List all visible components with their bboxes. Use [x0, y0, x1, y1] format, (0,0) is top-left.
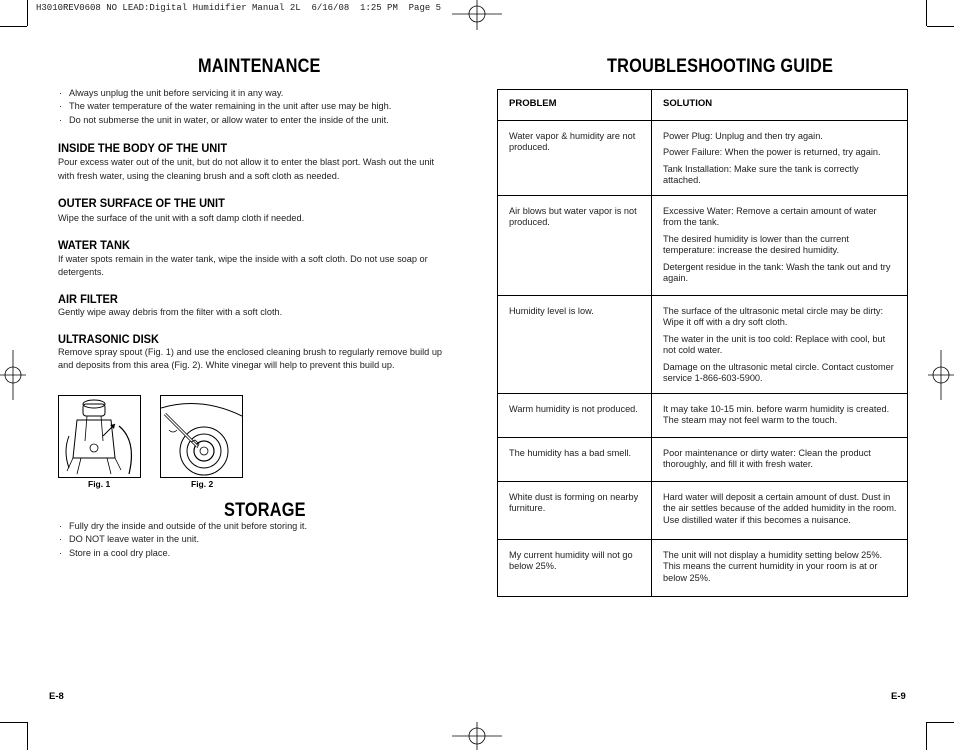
problem-text: Water vapor & humidity are not produced. — [509, 131, 636, 153]
crop-mark — [27, 0, 28, 26]
figure-1-caption: Fig. 1 — [88, 479, 111, 489]
solution-text: The surface of the ultrasonic metal circle may be dirty: Wipe it off with a dry soft cloth. — [663, 306, 884, 328]
section-heading: INSIDE THE BODY OF THE UNIT — [58, 141, 228, 155]
problem-text: Warm humidity is not produced. — [509, 404, 638, 414]
list-item: · Do not submerse the unit in water, or allow water to enter the inside of the unit. — [58, 114, 391, 127]
crop-mark — [27, 722, 28, 750]
solution-text: Power Failure: When the power is returned, try again. — [663, 147, 881, 158]
solution-cell — [652, 394, 908, 438]
section-heading: ULTRASONIC DISK — [58, 332, 159, 346]
problem-text: My current humidity will not go below 25%. — [509, 550, 633, 572]
solution-text: It may take 10-15 min. before warm humidity is created. The steam may not feel warm to the touch. — [663, 404, 890, 426]
solution-cell — [652, 482, 908, 540]
page-number-right: E-9 — [891, 691, 906, 702]
solution-text: Poor maintenance or dirty water: Clean the product thoroughly, and fill it with fresh water. — [663, 448, 871, 470]
figure-1-image — [58, 395, 141, 478]
storage-title: STORAGE — [224, 500, 306, 521]
table-row — [498, 296, 908, 394]
crop-mark — [926, 722, 927, 750]
troubleshooting-table — [497, 89, 908, 597]
crop-mark — [927, 722, 954, 723]
section-text: Wipe the surface of the unit with a soft damp cloth if needed. — [58, 213, 305, 223]
problem-cell — [498, 438, 652, 482]
column-header-problem: PROBLEM — [498, 90, 652, 121]
print-slug: H3010REV0608 NO LEAD:Digital Humidifier Manual 2L 6/16/08 1:25 PM Page 5 — [36, 3, 442, 13]
registration-mark-icon — [452, 722, 502, 750]
problem-text: Humidity level is low. — [509, 306, 594, 316]
problem-cell — [498, 540, 652, 597]
problem-text: The humidity has a bad smell. — [509, 448, 632, 458]
solution-cell — [652, 296, 908, 394]
problem-text: White dust is forming on nearby furniture. — [509, 492, 639, 514]
list-item: · Always unplug the unit before servicing it in any way. — [58, 87, 391, 100]
table-row — [498, 540, 908, 597]
column-header-solution: SOLUTION — [652, 90, 908, 121]
solution-cell — [652, 196, 908, 296]
maintenance-bullets — [58, 87, 391, 127]
solution-text: Hard water will deposit a certain amount of dust. Dust in the air settles because of the added humidity in the room. Use distilled water if this becomes a nuisance. — [663, 492, 897, 525]
solution-text: Detergent residue in the tank: Wash the tank out and try again. — [663, 261, 891, 284]
problem-cell — [498, 296, 652, 394]
problem-cell — [498, 394, 652, 438]
solution-cell — [652, 540, 908, 597]
solution-cell — [652, 121, 908, 196]
problem-cell — [498, 121, 652, 196]
table-row — [498, 482, 908, 540]
table-row — [498, 394, 908, 438]
solution-text: Power Plug: Unplug and then try again. — [663, 131, 823, 141]
section-text: Pour excess water out of the unit, but do not allow it to enter the blast port. Wash out the unit with fresh water, using the cleaning brush and a soft cloth as needed. — [58, 157, 435, 181]
crop-mark — [926, 0, 927, 26]
crop-mark — [0, 26, 27, 27]
storage-bullets — [58, 520, 307, 560]
table-header-row — [498, 90, 908, 121]
crop-mark — [0, 722, 27, 723]
crop-mark — [927, 26, 954, 27]
figure-2-caption: Fig. 2 — [191, 479, 214, 489]
registration-mark-icon — [0, 350, 26, 400]
solution-text: Damage on the ultrasonic metal circle. Contact customer service 1-866-603-5900. — [663, 361, 894, 384]
problem-text: Air blows but water vapor is not produced. — [509, 206, 637, 228]
page-number-left: E-8 — [49, 691, 64, 702]
solution-text: Excessive Water: Remove a certain amount of water from the tank. — [663, 206, 877, 228]
section-heading: WATER TANK — [58, 238, 130, 252]
ultrasonic-disk-illustration-icon — [161, 396, 242, 477]
section-heading: OUTER SURFACE OF THE UNIT — [58, 196, 225, 210]
registration-mark-icon — [928, 350, 954, 400]
problem-cell — [498, 196, 652, 296]
solution-text: The water in the unit is too cold: Replace with cool, but not cold water. — [663, 333, 886, 356]
spray-spout-illustration-icon — [59, 396, 140, 477]
table-row — [498, 121, 908, 196]
section-text: Remove spray spout (Fig. 1) and use the enclosed cleaning brush to regularly remove build up and deposits from this area (Fig. 2). White vinegar will help to prevent this build up. — [58, 347, 443, 370]
table-row — [498, 196, 908, 296]
maintenance-title: MAINTENANCE — [198, 56, 321, 77]
table-row — [498, 438, 908, 482]
solution-cell — [652, 438, 908, 482]
list-item: · Store in a cool dry place. — [58, 547, 307, 560]
list-item: · Fully dry the inside and outside of the unit before storing it. — [58, 520, 307, 533]
troubleshooting-title: TROUBLESHOOTING GUIDE — [607, 56, 834, 77]
solution-text: The desired humidity is lower than the current temperature: increase the desired humidity. — [663, 233, 849, 256]
solution-text: Tank Installation: Make sure the tank is correctly attached. — [663, 163, 859, 186]
solution-text: The unit will not display a humidity setting below 25%. This means the current humidity in your room is at or below 25%. — [663, 550, 883, 583]
registration-mark-icon — [452, 0, 502, 30]
section-heading: AIR FILTER — [58, 292, 118, 306]
list-item: · DO NOT leave water in the unit. — [58, 533, 307, 546]
section-text: Gently wipe away debris from the filter with a soft cloth. — [58, 307, 283, 317]
figure-2-image — [160, 395, 243, 478]
list-item: · The water temperature of the water remaining in the unit after use may be high. — [58, 100, 391, 113]
section-text: If water spots remain in the water tank, wipe the inside with a soft cloth. Do not use soap or detergents. — [58, 254, 428, 277]
problem-cell — [498, 482, 652, 540]
